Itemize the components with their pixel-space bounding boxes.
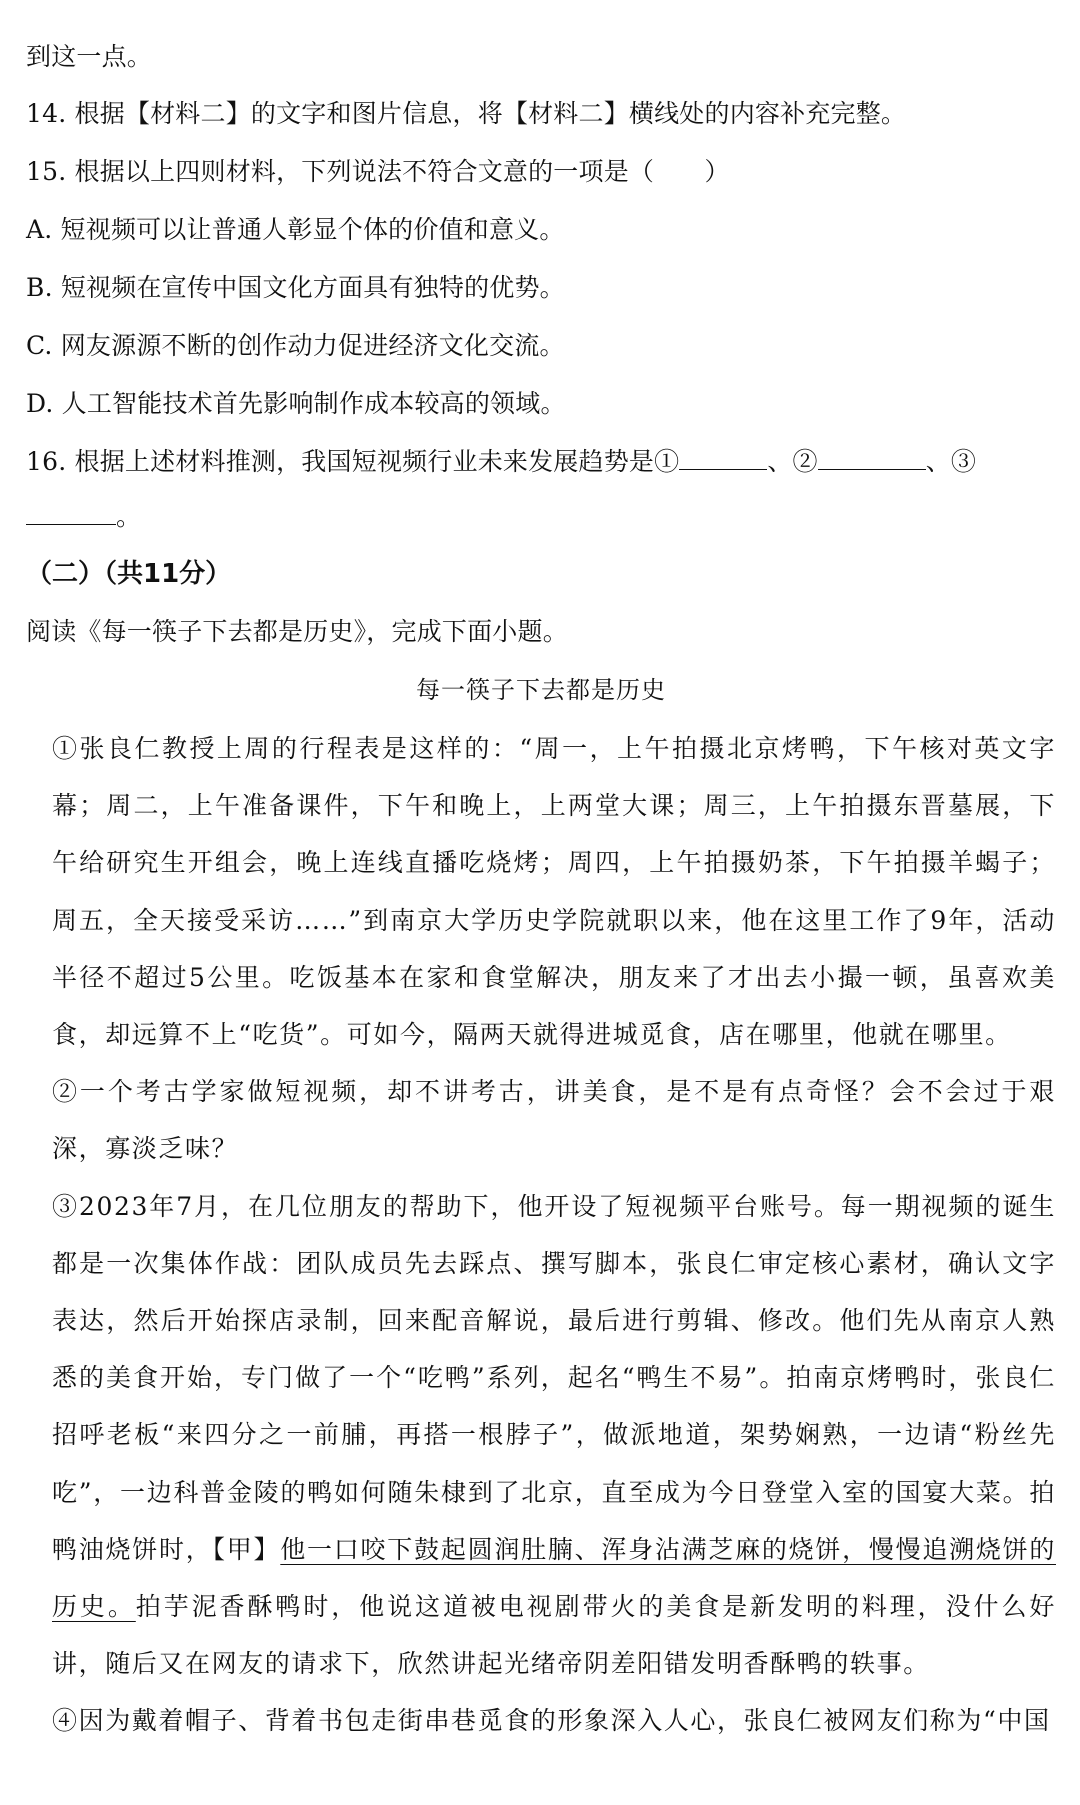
question-16-end: 。 — [116, 502, 142, 531]
option-d: D. 人工智能技术首先影响制作成本较高的领域。 — [26, 389, 566, 418]
paragraph-3-text-b: 拍芋泥香酥鸭时，他说这道被电视剧带火的美食是新发明的料理，没什么好讲，随后又在网友的请求下，欣然讲起光绪帝阴差阳错发明香酥鸭的轶事。 — [52, 1592, 1056, 1679]
exam-page — [26, 28, 1056, 1750]
question-16-separator-1: 、② — [767, 447, 818, 476]
question-14: 14. 根据【材料二】的文字和图片信息，将【材料二】横线处的内容补充完整。 — [26, 99, 907, 128]
marker-jia: 【甲】 — [212, 1534, 281, 1564]
article-paragraph-2: ②一个考古学家做短视频，却不讲考古，讲美食，是不是有点奇怪？会不会过于艰深，寡淡乏味？ — [52, 1077, 1056, 1164]
question-16-text: 16. 根据上述材料推测，我国短视频行业未来发展趋势是① — [26, 447, 680, 476]
answer-blank-1[interactable] — [679, 447, 767, 470]
article-paragraph-4: ④因为戴着帽子、背着书包走街串巷觅食的形象深入人心，张良仁被网友们称为“中国 — [52, 1706, 1051, 1736]
reading-instruction: 阅读《每一筷子下去都是历史》，完成下面小题。 — [26, 617, 568, 646]
underlined-sentence-jia: 他一口咬下鼓起圆润肚腩、浑身沾满芝麻的烧饼，慢慢追溯烧饼的历史。 — [52, 1534, 1056, 1622]
question-15: 15. 根据以上四则材料，下列说法不符合文意的一项是（ ） — [26, 157, 730, 186]
article-title: 每一筷子下去都是历史 — [416, 676, 666, 704]
option-a: A. 短视频可以让普通人彰显个体的价值和意义。 — [26, 215, 565, 244]
article-body — [26, 720, 1056, 1750]
question-16 — [26, 433, 1056, 491]
question-16-continuation — [26, 491, 1056, 543]
option-c: C. 网友源源不断的创作动力促进经济文化交流。 — [26, 331, 565, 360]
answer-blank-3[interactable] — [26, 502, 116, 525]
option-b: B. 短视频在宣传中国文化方面具有独特的优势。 — [26, 273, 565, 302]
question-16-separator-2: 、③ — [925, 447, 977, 476]
section-heading: （二）（共11分） — [26, 559, 232, 589]
article-paragraph-3 — [26, 1178, 1056, 1693]
article-paragraph-1: ①张良仁教授上周的行程表是这样的：“周一，上午拍摄北京烤鸭，下午核对英文字幕；周二，上午准备课件，下午和晚上，上两堂大课；周三，上午拍摄东晋墓展，下午给研究生开组会，晚上连线直播吃烧烤；周四，上午拍摄奶茶，下午拍摄羊蝎子；周五，全天接受采访……”到南京大学历史学院就职以来，他在这里工作了9年，活动半径不超过5公里。吃饭基本在家和食堂解决，朋友来了才出去小撮一顿，虽喜欢美食，却远算不上“吃货”。可如今，隔两天就得进城觅食，店在哪里，他就在哪里。 — [52, 734, 1056, 1050]
paragraph-3-text-a: ③2023年7月，在几位朋友的帮助下，他开设了短视频平台账号。每一期视频的诞生都是一次集体作战：团队成员先去踩点、撰写脚本，张良仁审定核心素材，确认文字表达，然后开始探店录制，回来配音解说，最后进行剪辑、修改。他们先从南京人熟悉的美食开始，专门做了一个“吃鸭”系列，起名“鸭生不易”。拍南京烤鸭时，张良仁招呼老板“来四分之一前脯，再搭一根脖子”，做派地道，架势娴熟，一边请“粉丝先吃”，一边科普金陵的鸭如何随朱棣到了北京，直至成为今日登堂入室的国宴大菜。拍鸭油烧饼时， — [52, 1191, 1056, 1564]
answer-blank-2[interactable] — [818, 447, 926, 470]
previous-text-end: 到这一点。 — [26, 42, 153, 71]
